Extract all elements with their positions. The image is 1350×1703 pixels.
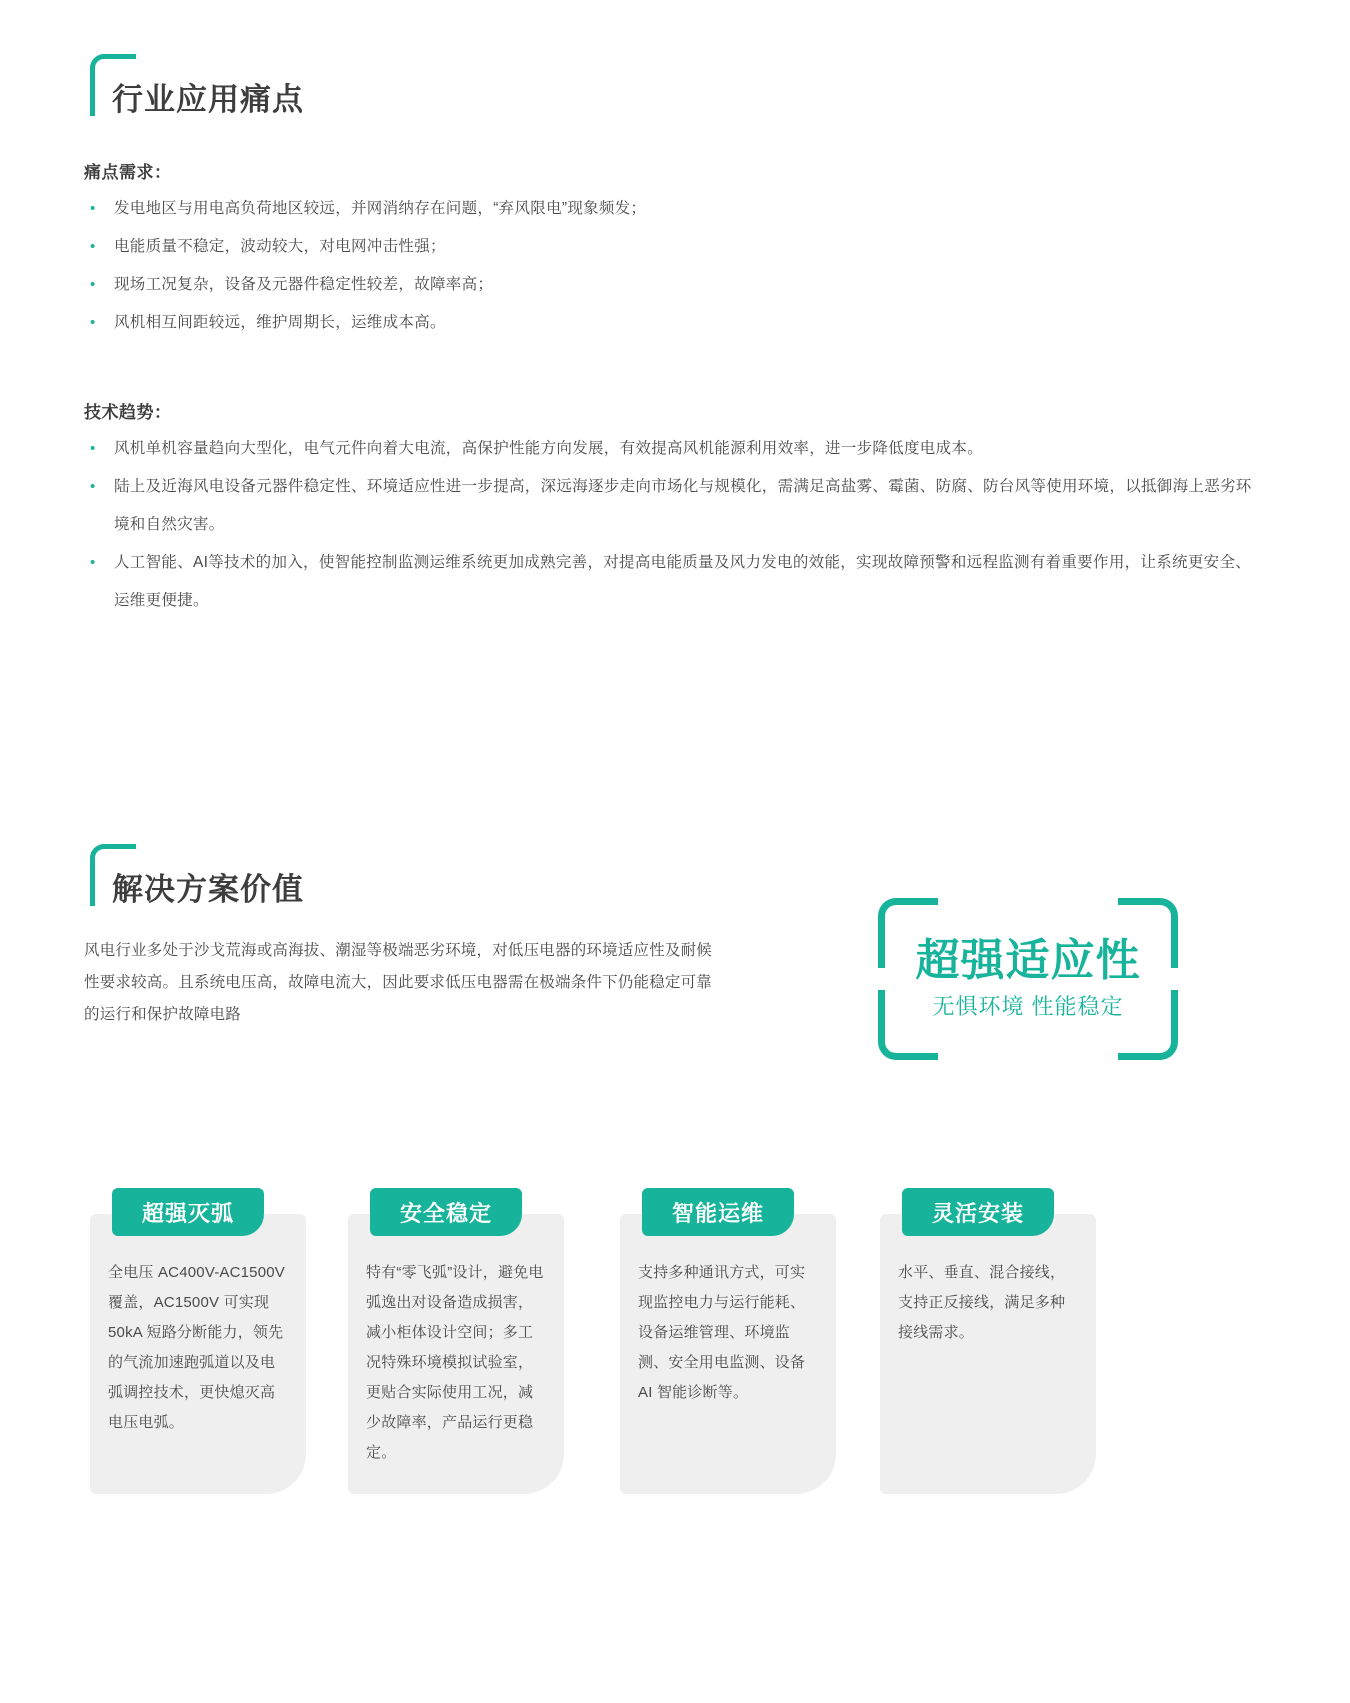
list-item	[84, 304, 1244, 342]
feature-card-body: 支持多种通讯方式，可实现监控电力与运行能耗、设备运维管理、环境监测、安全用电监测、设备 AI 智能诊断等。	[638, 1264, 806, 1401]
feature-card-title: 灵活安装	[931, 1200, 1024, 1226]
tech-trends-heading: 技术趋势：	[84, 403, 172, 422]
feature-card-body: 全电压 AC400V-AC1500V 覆盖，AC1500V 可实现 50kA 短路分断能力，领先的气流加速跑弧道以及电弧调控技术，更快熄灭高电压电弧。	[108, 1264, 286, 1431]
feature-card-body: 水平、垂直、混合接线，支持正反接线，满足多种接线需求。	[898, 1264, 1066, 1341]
list-item	[84, 228, 1244, 266]
feature-cards	[90, 1174, 1270, 1514]
feature-card-title: 安全稳定	[399, 1200, 492, 1226]
section-title-text: 解决方案价值	[112, 872, 304, 907]
feature-card-body: 特有“零飞弧”设计，避免电弧逸出对设备造成损害，减小柜体设计空间；多工况特殊环境模拟试验室，更贴合实际使用工况，减少故障率，产品运行更稳定。	[366, 1264, 544, 1461]
tech-trends-list	[84, 430, 1264, 620]
bullet-dot-icon: •	[90, 554, 96, 571]
list-item-text: 发电地区与用电高负荷地区较远，并网消纳存在问题，“弃风限电”现象频发；	[114, 200, 647, 217]
list-item	[84, 430, 1264, 468]
list-item	[84, 544, 1264, 620]
feature-card-tab	[902, 1188, 1054, 1236]
feature-card-title: 智能运维	[671, 1200, 764, 1226]
section-title-text: 行业应用痛点	[112, 82, 304, 117]
list-item	[84, 190, 1244, 228]
feature-card-tab	[370, 1188, 522, 1236]
pain-points-list	[84, 190, 1244, 342]
feature-card-tab	[112, 1188, 264, 1236]
feature-card	[620, 1200, 836, 1494]
bullet-dot-icon: •	[90, 478, 96, 495]
list-item-text: 风机单机容量趋向大型化，电气元件向着大电流，高保护性能方向发展，有效提高风机能源利用效率，进一步降低度电成本。	[114, 440, 984, 457]
feature-card	[880, 1200, 1096, 1494]
feature-card-tab	[642, 1188, 794, 1236]
feature-card-title: 超强灭弧	[141, 1200, 234, 1226]
list-item	[84, 266, 1244, 304]
bullet-dot-icon: •	[90, 238, 96, 255]
list-item-text: 风机相互间距较远，维护周期长，运维成本高。	[114, 314, 446, 331]
list-item-text: 陆上及近海风电设备元器件稳定性、环境适应性进一步提高，深远海逐步走向市场化与规模化，需满足高盐雾、霉菌、防腐、防台风等使用环境，以抵御海上恶劣环境和自然灾害。	[114, 478, 1252, 533]
list-item-text: 人工智能、AI等技术的加入，使智能控制监测运维系统更加成熟完善，对提高电能质量及风力发电的效能，实现故障预警和远程监测有着重要作用，让系统更安全、运维更便捷。	[114, 554, 1252, 609]
list-item	[84, 468, 1264, 544]
solution-description: 风电行业多处于沙戈荒海或高海拔、潮湿等极端恶劣环境，对低压电器的环境适应性及耐候性要求较高。且系统电压高，故障电流大，因此要求低压电器需在极端条件下仍能稳定可靠的运行和保护故障电路	[84, 942, 713, 1023]
badge-title: 超强适应性	[915, 936, 1141, 985]
section-heading-pain-points	[90, 50, 304, 119]
badge-subtitle: 无惧环境 性能稳定	[932, 994, 1124, 1019]
feature-card	[348, 1200, 564, 1494]
list-item-text: 电能质量不稳定，波动较大，对电网冲击性强；	[114, 238, 446, 255]
bullet-dot-icon: •	[90, 440, 96, 457]
bullet-dot-icon: •	[90, 200, 96, 217]
bullet-dot-icon: •	[90, 314, 96, 331]
list-item-text: 现场工况复杂，设备及元器件稳定性较差，故障率高；	[114, 276, 494, 293]
section-heading-solution-value	[90, 840, 304, 909]
feature-card	[90, 1200, 306, 1494]
bullet-dot-icon: •	[90, 276, 96, 293]
pain-points-heading: 痛点需求：	[84, 163, 172, 182]
adaptability-badge	[878, 898, 1178, 1060]
